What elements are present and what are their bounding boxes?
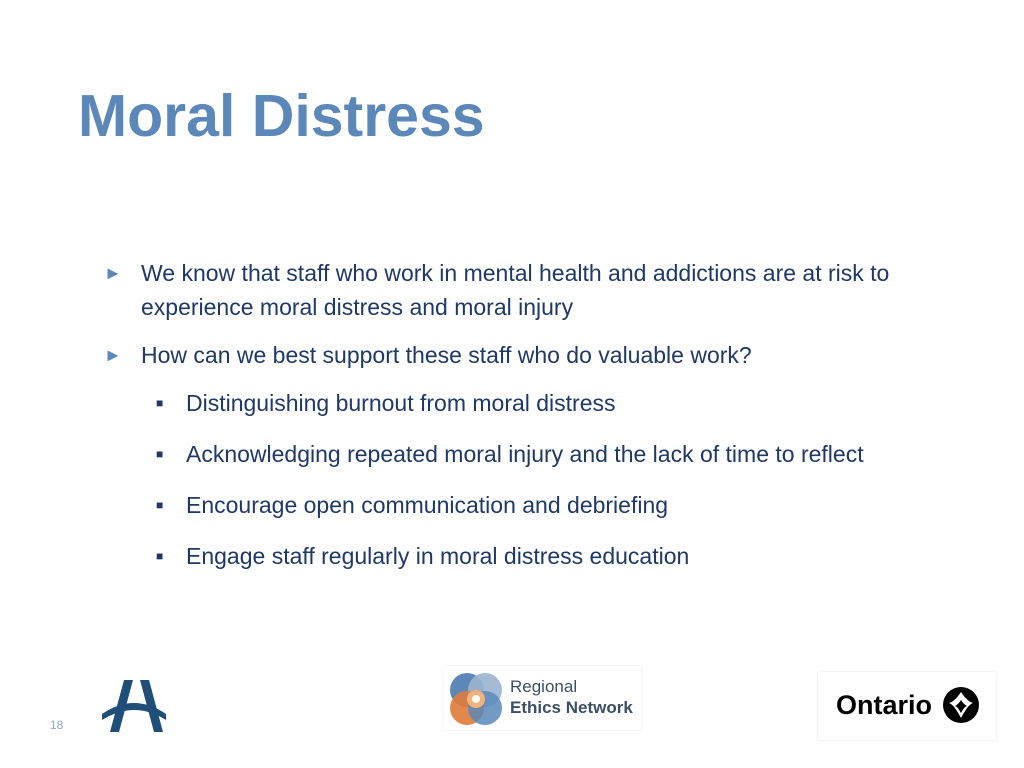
sub-bullet-item [156, 386, 984, 437]
ethics-network-mark-icon [445, 668, 507, 728]
bullet-item [104, 256, 984, 324]
regional-ethics-network-logo [443, 666, 641, 730]
sub-bullet-text: Encourage open communication and debriefing [186, 492, 669, 518]
square-bullet-icon: ■ [156, 447, 164, 461]
triangle-bullet-icon: ► [104, 345, 122, 365]
bullet-text: We know that staff who work in mental health and addictions are at risk to experience moral distress and moral injury [141, 260, 890, 320]
square-bullet-icon: ■ [156, 549, 164, 563]
sub-bullet-text: Acknowledging repeated moral injury and the lack of time to reflect [186, 441, 864, 467]
ren-logo-line2: Ethics Network [510, 698, 633, 717]
sub-bullet-item [156, 539, 984, 590]
ontario-logo-text: Ontario [836, 690, 933, 720]
triangle-bullet-icon: ► [104, 263, 122, 283]
hospital-logo-icon [100, 678, 168, 734]
slide-title: Moral Distress [78, 83, 485, 149]
ren-logo-line1: Regional [510, 677, 578, 696]
trillium-icon [942, 686, 980, 724]
bullet-item [104, 338, 984, 372]
ontario-logo [818, 672, 996, 740]
square-bullet-icon: ■ [156, 498, 164, 512]
sub-bullet-text: Engage staff regularly in moral distress education [186, 543, 690, 569]
slide-number: 18 [50, 718, 64, 732]
sub-bullet-item [156, 437, 984, 488]
square-bullet-icon: ■ [156, 396, 164, 410]
bullet-text: How can we best support these staff who do valuable work? [141, 342, 752, 368]
sub-bullet-text: Distinguishing burnout from moral distress [186, 390, 616, 416]
slide-content [104, 256, 984, 590]
sub-bullet-item [156, 488, 984, 539]
sub-bullet-list [104, 386, 984, 590]
